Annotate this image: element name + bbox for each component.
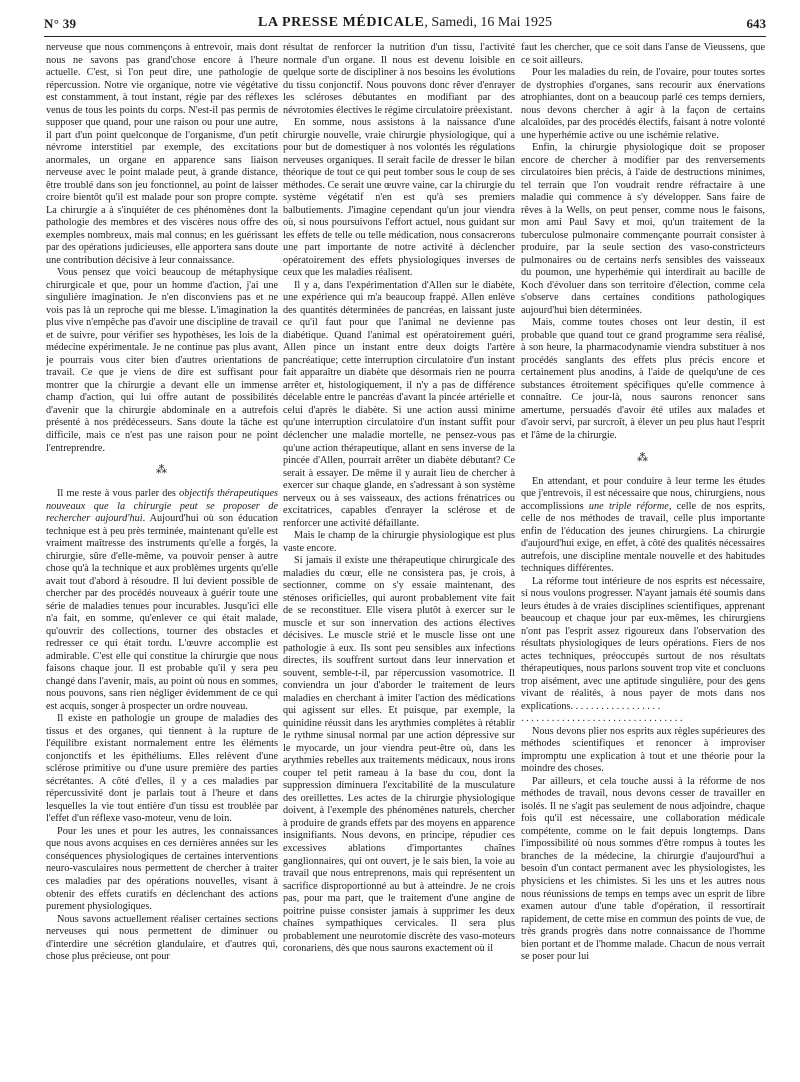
- paragraph: Mais le champ de la chirurgie physiologique est plus vaste encore.: [283, 530, 515, 554]
- paragraph: nerveuse que nous commençons à entrevoir, mais dont nous ne savons pas grand'chose encore à l'heure actuelle. C'est, si l'on peut dire, une pathologie de répercussion. Notre vie organique, notre vie végétative est constamment, à tout instant, régie par des réflexes venus de tous les points du corps. N'est-il pas permis de supposer que quand, pour une raison ou pour une autre, il part d'un point quelconque de l'organisme, d'un petit névrome interstitiel par exemple, des excitations anormales, un organe en apparence sans liaison nerveuse avec le point malade peut, à grande distance, être troublé dans son jeu fonctionnel, au point de laisser croire bientôt qu'il est malade pour son propre compte. La chirurgie a à s'inquiéter de ces phénomènes dont la pathologie des membres et des viscères nous offre des exemples nombreux, mais mal connus; en les guérissant par des opérations judicieuses, elle apportera sans doute une contribution décisive à leur connaissance.: [46, 42, 278, 266]
- paragraph: Pour les unes et pour les autres, les connaissances que nous avons acquises en ces dernières années sur les conséquences physiologiques de certaines interventions neuro-vasculaires nous permettent de chercher à traiter ces maladies par des opérations nouvelles, visant à obtenir des effets curatifs en déclenchant des actions purement physiologiques.: [46, 825, 278, 913]
- journal-title: LA PRESSE MÉDICALE: [258, 15, 425, 30]
- paragraph: Si jamais il existe une thérapeutique chirurgicale des maladies du cœur, elle ne consistera pas, je crois, à sectionner, comme on s'y essaie maintenant, des sténoses orificielles, qui auront probablement vite fait de se reconstituer. Elle visera plutôt à exercer sur le muscle et sur son innervation des actions électives décisives. Le muscle strié et le muscle lisse ont une pathologie à eux. Ils sont peu sensibles aux infections directes, ils souffrent surtout dans leur innervation et souvent, semble-t-il, par répercussion vasomotrice. Il conviendra un jour d'aborder le traitement de leurs maladies en cherchant à imiter l'action des médications qui agissent sur elles. Et puisque, par exemple, la quinidine réussit dans les arythmies complètes à rétablir le rythme sinusal normal par une action dépressive sur le myocarde, un jour viendra peut-être où, dans les arythmies rebelles aux traitements médicaux, nous irons couper tel petit rameau à la base du cou, dont la suppression diminuera l'excitabilité de la musculature des oreillettes. Les actes de la chirurgie physiologique doivent, à l'exemple des phénomènes naturels, chercher à produire de grands effets par des moyens en apparence insignifiants. Nous devons, en principe, répudier ces excessives ablations d'importantes chaînes ganglionnaires, qui ont ouvert, je le sais bien, la voie au travail que nous entreprenons, mais qui représentent un sacrifice disproportionné au but à atteindre. Je ne crois pas, pour ma part, que le traitement d'une angine de poitrine puisse consister jamais à supprimer les deux chaînes sympathiques cervicales. Il sera plus probablement une neurotomie discrète des vaso-moteurs coronariens, dès que nous saurons exactement où il: [283, 555, 515, 955]
- paragraph: Nous devons plier nos esprits aux règles supérieures des méthodes scientifiques et renoncer à improviser impromptu une explication à tout et une théorie pour la moindre des choses.: [521, 725, 765, 775]
- issue-number: N° 39: [44, 16, 77, 31]
- page-number: 643: [746, 16, 766, 31]
- paragraph-text: Il me reste à vous parler des: [57, 488, 180, 500]
- section-separator: ⁂: [637, 451, 649, 464]
- paragraph-text: . Aujourd'hui où son éducation technique est à peu près terminée, maintenant qu'elle est vraiment maîtresse des instruments qu'elle a forgés, la chirurgie, sûre d'elle-même, va pouvoir penser à autre chose qu'à la technique et aux problèmes urgents qu'elle avait tout d'abord à résoudre. Il lui devient possible de chercher par des procédés nouveaux à guérir toute une série de maladies tenues pour incurables. Jusqu'ici elle n'a fait, en somme, qu'enlever ce qui était malade, qu'ouvrir des collections, tourner des obstacles et redresser ce qui était tordu. L'œuvre accomplie est admirable. C'est elle qui constitue la chirurgie que nous faisons chaque jour. Il est probable qu'il y sera peu changé dans l'avenir, mais, au point où nous en sommes, nous pouvons, sans rien négliger évidemment de ce qui est acquis, songer à prospecter un ordre nouveau.: [46, 513, 278, 712]
- emphasized-phrase: une triple réforme: [588, 500, 669, 512]
- paragraph: Enfin, la chirurgie physiologique doit se proposer encore de chercher à modifier par des renversements circulatoires bien précis, à l'aide de destructions minimes, tel terrain que l'on voudrait rendre réfractaire à une maladie qui commence à s'y développer. Sans faire de rêves à la Wells, on peut penser, comme nous le faisons, mon ami Paul Savy et moi, qu'un traitement de la tuberculose pulmonaire commençante pourrait consister à produire, par la seule section des vaso-constricteurs pulmonaires ou de certains nerfs sensibles des vaisseaux du poumon, une hyperhémie qui interdirait au bacille de Koch d'évoluer dans son territoire d'élection, comme cela s'observe dans certaines conditions pathologiques aujourd'hui bien déterminées.: [521, 142, 765, 316]
- section-separator: ⁂: [156, 464, 168, 477]
- paragraph: La réforme tout intérieure de nos esprits est nécessaire, si nous voulons progresser. N'ayant jamais été soumis dans leurs études à de vraies disciplines scientifiques, apprenant beaucoup et chaque jour par eux-mêmes, les chirurgiens n'ont pas l'esprit assez rigoureux dans l'observation des résultats physiologiques de leurs opérations. Fiers de nos actes techniques, préoccupés surtout de nos résultats thérapeutiques, nous parlons souvent trop vite et concluons trop aisément, avec une aptitude singulière, pour des gens vivant de réalités, à nous payer de mots dans nos explications. . . . . . . . . . . . . . . . . .: [521, 575, 765, 712]
- text-column-1: [46, 42, 278, 1076]
- paragraph-text: , celle de nos esprits, celle de nos méthodes de travail, celle plus importante enfin de l'éducation des jeunes chirurgiens. La chirurgie d'aujourd'hui exige, en effet, à côté des qualités nécessaires autrefois, une discipline mentale nouvelle et des habitudes techniques différentes.: [521, 500, 765, 575]
- text-column-2: [283, 42, 515, 1076]
- paragraph: Vous pensez que voici beaucoup de métaphysique chirurgicale et que, pour un homme d'action, j'ai une singulière imagination. Je n'en disconviens pas et ne vois pas là un reproche qui me blesse. L'imagination la plus vive n'empêche pas d'avoir une discipline de travail et de suivre, pour vérifier ses hypothèses, les lois de la médecine expérimentale. Je ne continue pas plus avant, je pourrais vous citer bien d'autres orientations de travail. Ce que je viens de dire est suffisant pour montrer que la chirurgie a devant elle un immense champ d'action, qui lui offre autant de possibilités d'avenir que la chirurgie abdominale en a autrefois présenté à nos prédécesseurs. Sans doute la tâche est difficile, mais ce n'est pas une raison pour ne point l'entreprendre.: [46, 267, 278, 454]
- paragraph-text: En attendant, et pour conduire à leur terme les études que j'entrevois, il est nécessaire que nous, chirurgiens, nous accomplissions: [521, 475, 765, 512]
- paragraph: Pour les maladies du rein, de l'ovaire, pour toutes sortes de dystrophies d'organes, sans recourir aux énervations atrophiantes, dont on a beaucoup parlé ces temps derniers, nous devons chercher à agir à la façon de certains alcaloïdes, par des procédés électifs, faisant à notre volonté une hyperhémie active ou une ischémie relative.: [521, 67, 765, 141]
- emphasized-phrase: objectifs thérapeutiques nouveaux que la chirurgie peut se proposer de rechercher aujourd'hui: [46, 488, 278, 525]
- paragraph: Par ailleurs, et cela touche aussi à la réforme de nos méthodes de travail, nous devons cesser de travailler en isolés. Il ne s'agit pas seulement de nous adjoindre, chaque fois qu'il est nécessaire, une collaboration médicale compétente, comme on le fait depuis longtemps. Dans l'impossibilité où nous sommes d'être rompus à toutes les branches de la médecine, la chirurgie d'aujourd'hui a besoin d'un contact permanent avec les physiologistes, les physiciens et les chimistes. Si les uns et les autres nous nous réunissions de temps en temps avec un esprit de libre examen autour d'une table d'opération, il ressortirait rapidement, de cette mise en commun des points de vue, de très grands progrès dans notre connaissance de l'homme bien portant et de l'homme malade. Chacun de nous verrait se poser pour lui: [521, 775, 765, 963]
- paragraph: faut les chercher, que ce soit dans l'anse de Vieussens, que ce soit ailleurs.: [521, 42, 765, 66]
- issue-date: , Samedi, 16 Mai 1925: [424, 15, 552, 30]
- paragraph: . . . . . . . . . . . . . . . . . . . . . . . . . . . . . . . .: [521, 713, 683, 725]
- paragraph: [46, 488, 278, 713]
- paragraph: Nous savons actuellement réaliser certaines sections nerveuses qui nous permettent de diminuer ou d'interdire une sécrétion glandulaire, et d'autres qui, chose plus précieuse, ont pour: [46, 913, 278, 963]
- running-header: [44, 14, 766, 37]
- paragraph: résultat de renforcer la nutrition d'un tissu, l'activité normale d'un organe. Il nous est devenu loisible en quelque sorte de discipliner à nos besoins les évolutions du tissu conjonctif. Nous pouvons donc rêver d'enrayer les scléroses débutantes en modifiant par des névrotomies électives le régime circulatoire préexistant.: [283, 42, 515, 116]
- paragraph: Mais, comme toutes choses ont leur destin, il est probable que quand tout ce grand programme sera réalisé, à son heure, la pharmacodynamie viendra substituer à nos procédés sanglants des effets plus précis encore et certainement plus anodins, à l'aide de quelqu'une de ces substances étroitement spécifiques qu'elle commence à connaître. Ce jour-là, nous saurons renoncer sans amertume, persuadés d'avoir été utiles aux malades et d'avoir servi, par surcroît, à élever un peu plus haut l'esprit et l'âme de la chirurgie.: [521, 317, 765, 441]
- paragraph: En somme, nous assistons à la naissance d'une chirurgie nouvelle, vraie chirurgie physiologique, qui a pour but de domestiquer à nos volontés les régulations nerveuses organiques. Il serait facile de dresser le bilan théorique de tout ce qui peut tomber sous le coup de ses méthodes. Ce serait une œuvre vaine, car la chirurgie du système végétatif n'en est qu'à ses premiers balbutiements. J'imagine cependant qu'un jour viendra où, si nous poursuivons l'effort actuel, nous guidant sur les effets de telle ou telle médication, nous consacrerons une part importante de notre activité à déclencher opératoirement des effets physiologiques inverses de ceux que les maladies réalisent.: [283, 117, 515, 279]
- paragraph: Il existe en pathologie un groupe de maladies des tissus et des organes, qui tiennent à la rupture de l'équilibre existant normalement entre les éléments conjonctifs et les épithéliums. Elles relèvent d'une sclérose primitive ou d'une usure première des parties sécrétantes. A côté d'elles, il y a ces maladies par répercussivité dont je parlais tout à l'heure et dans lesquelles la vie tout entière d'un tissu est troublée par l'effet d'un réflexe vaso-moteur, venu de loin.: [46, 713, 278, 825]
- paragraph: [521, 476, 765, 576]
- paragraph: Il y a, dans l'expérimentation d'Allen sur le diabète, une expérience qui m'a beaucoup frappé. Allen enlève des quantités déterminées de pancréas, en laissant juste ce qu'il faut pour que l'animal ne devienne pas diabétique. Quand l'animal est opératoirement guéri, Allen pince un instant entre deux doigts l'artère pancréatique; cette interruption circulatoire d'un instant fait apparaître un diabète que désormais rien ne pourra arrêter et, histologiquement, il n'y a pas de différence décelable entre le pancréas d'avant la pincée artérielle et celui d'après le diabète. Si une action aussi minime qu'une interruption circulatoire d'un instant suffit pour déclencher une maladie mortelle, ne pensez-vous pas qu'une action thérapeutique, allant en sens inverse de la pincée d'Allen, pourrait arrêter un diabète débutant? Ce serait à essayer. De même il y aurait lieu de chercher à exercer sur chaque glande, en s'adressant à son système nerveux ou à ses vaisseaux, des actions frénatrices ou excitatrices, capables d'enrayer la sclérose et de renforcer une activité défaillante.: [283, 279, 515, 529]
- journal-title-line: [44, 15, 766, 31]
- text-column-3: [521, 42, 765, 1076]
